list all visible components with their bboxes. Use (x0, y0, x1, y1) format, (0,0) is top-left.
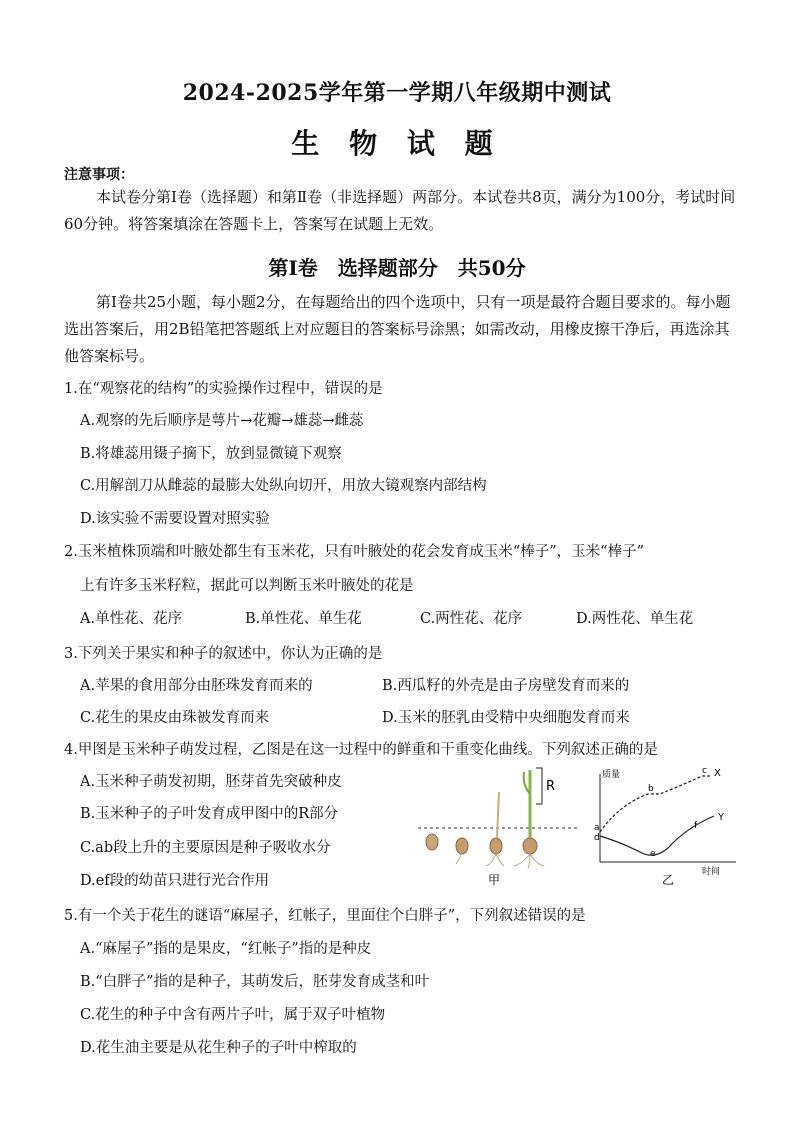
section-title: 第Ⅰ卷 选择题部分 共50分 (268, 256, 526, 280)
root-stage-3 (486, 854, 504, 866)
question-2-option-c: C.两性花、花序 (420, 611, 523, 627)
question-3-option-b: B.西瓜籽的外壳是由子房壁发育而来的 (382, 678, 630, 694)
r-label: R (546, 779, 556, 794)
seed-stage-4 (523, 838, 537, 854)
question-2-stem-cont: 上有许多玉米籽粒，据此可以判断玉米叶腋处的花是 (80, 578, 414, 594)
question-5-option-b: B.“白胖子”指的是种子，其萌发后，胚芽发育成茎和叶 (80, 974, 430, 990)
point-a: a (594, 823, 600, 833)
point-d: d (594, 833, 600, 843)
root-stage-2 (456, 852, 462, 864)
question-2-option-d: D.两性花、单生花 (576, 611, 694, 627)
question-2-option-a: A.单性花、花序 (80, 611, 183, 627)
section-intro: 第Ⅰ卷共25小题，每小题2分，在每题给出的四个选项中，只有一项是最符合题目要求的。每小题选出答案后，用2B铅笔把答题纸上对应题目的答案标号涂黑；如需改动，用橡皮擦干净后，再选涂其他答案标号。 (64, 293, 731, 365)
question-4-option-b: B.玉米种子的子叶发育成甲图中的R部分 (80, 806, 339, 822)
question-3-option-d: D.玉米的胚乳由受精中央细胞发育而来 (382, 710, 630, 726)
question-5-option-d: D.花生油主要是从花生种子的子叶中榨取的 (80, 1040, 357, 1056)
question-3-option-c: C.花生的果皮由珠被发育而来 (80, 710, 270, 726)
figure-yi-mass-curves (590, 764, 740, 888)
figure-jia-germination (412, 764, 582, 888)
question-3-option-a: A.苹果的食用部分由胚珠发育而来的 (80, 678, 313, 694)
question-3-stem: 3.下列关于果实和种子的叙述中，你认为正确的是 (64, 646, 383, 662)
question-5-stem: 5.有一个关于花生的谜语“麻屋子，红帐子，里面住个白胖子”，下列叙述错误的是 (64, 908, 586, 924)
question-2-option-b: B.单性花、单生花 (245, 611, 362, 627)
question-1-stem: 1.在“观察花的结构”的实验操作过程中，错误的是 (64, 381, 383, 397)
question-1-option-a: A.观察的先后顺序是萼片→花瓣→雄蕊→雌蕊 (80, 413, 364, 429)
seed-stage-2 (456, 838, 468, 854)
shoot-stage-3 (497, 792, 499, 838)
exam-title: 2024-2025学年第一学期八年级期中测试 (182, 80, 612, 106)
seed-stage-3 (490, 838, 502, 854)
question-1-option-c: C.用解剖刀从雌蕊的最膨大处纵向切开，用放大镜观察内部结构 (80, 478, 487, 494)
point-c: c (702, 766, 707, 776)
question-5-option-c: C.花生的种子中含有两片子叶，属于双子叶植物 (80, 1007, 386, 1023)
point-f: f (694, 821, 698, 831)
point-b: b (648, 784, 654, 794)
x-axis-label: 时间 (702, 867, 721, 877)
question-5-option-a: A.“麻屋子”指的是果皮，“红帐子”指的是种皮 (80, 941, 372, 957)
root-stage-4 (514, 854, 544, 868)
question-2-stem: 2.玉米植株顶端和叶腋处都生有玉米花，只有叶腋处的花会发育成玉米“棒子”，玉米“棒子” (64, 544, 644, 560)
question-1-option-b: B.将雄蕊用镊子摘下，放到显微镜下观察 (80, 446, 342, 462)
curve-x-label: X (714, 768, 721, 779)
question-4-option-d: D.ef段的幼苗只进行光合作用 (80, 873, 270, 889)
notice-text: 本试卷分第Ⅰ卷（选择题）和第Ⅱ卷（非选择题）两部分。本试卷共8页，满分为100分，考试时间60分钟。将答案填涂在答题卡上，答案写在试题上无效。 (64, 188, 736, 233)
jia-label: 甲 (488, 873, 501, 887)
seed-stage-1 (426, 834, 438, 850)
question-1-option-d: D.该实验不需要设置对照实验 (80, 511, 270, 527)
question-4-option-a: A.玉米种子萌发初期，胚芽首先突破种皮 (80, 774, 342, 790)
question-4-stem: 4.甲图是玉米种子萌发过程，乙图是在这一过程中的鲜重和干重变化曲线。下列叙述正确的是 (64, 742, 658, 758)
curve-y-label: Y (718, 812, 725, 823)
question-4-option-c: C.ab段上升的主要原因是种子吸收水分 (80, 840, 331, 856)
point-e: e (650, 849, 656, 859)
subject-title: 生 物 试 题 (291, 127, 503, 160)
yi-label: 乙 (662, 873, 675, 887)
notice-heading: 注意事项： (64, 167, 134, 183)
y-axis-label: 质量 (602, 770, 621, 780)
r-bracket (536, 768, 542, 804)
